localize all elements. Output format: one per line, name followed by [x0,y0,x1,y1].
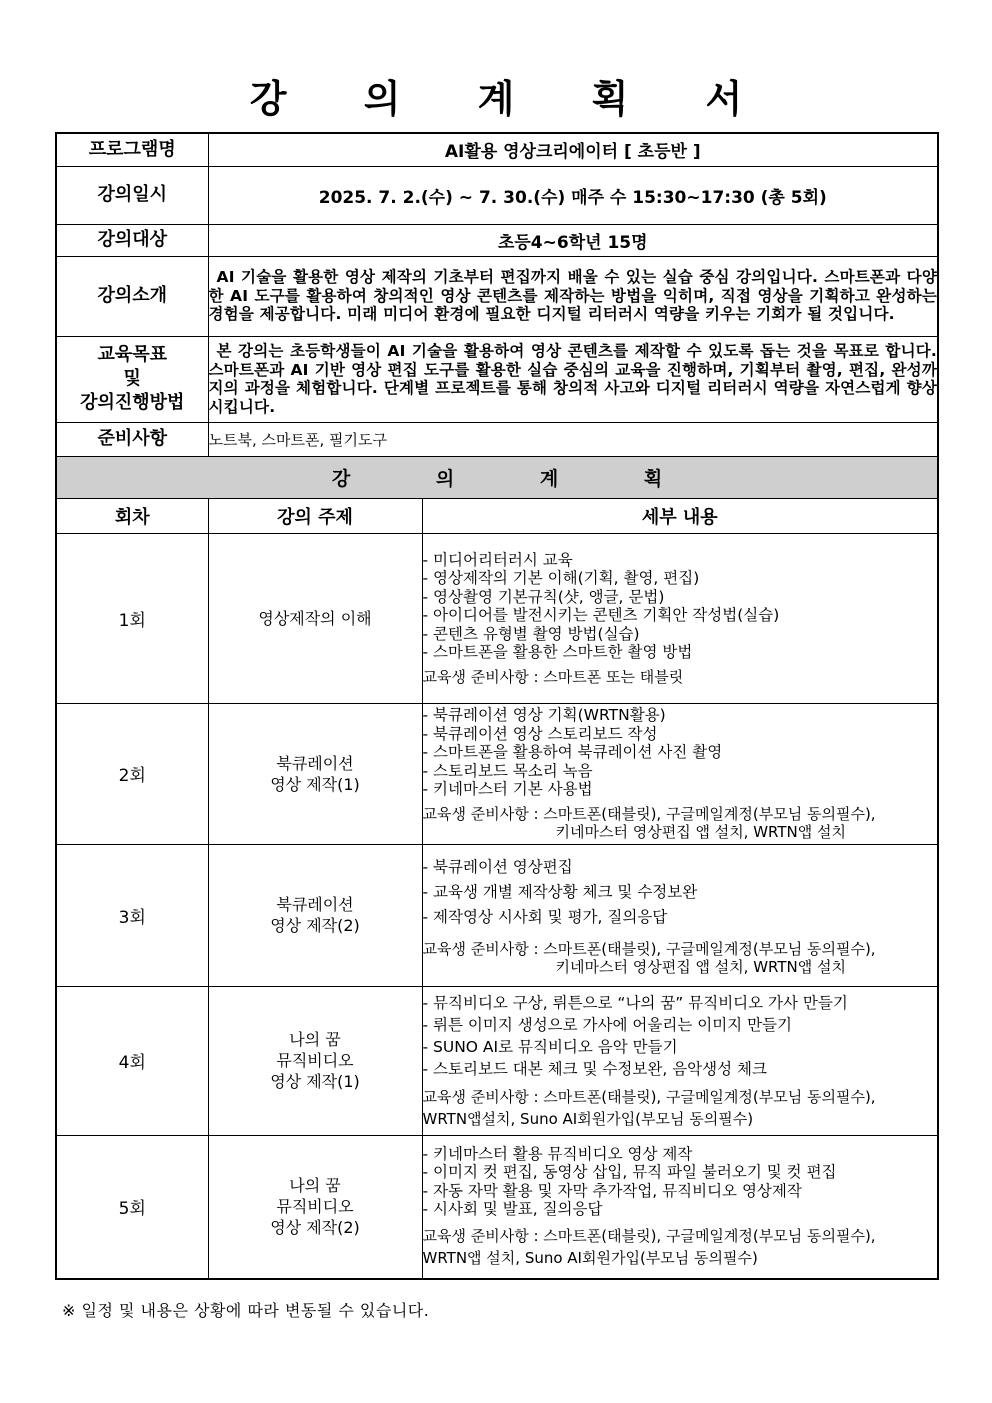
session-topic [208,533,422,703]
topic-header: 강의 주제 [208,498,422,533]
banner-char: 계 [539,467,559,490]
session-header: 회차 [56,498,208,533]
banner-char: 획 [643,467,663,490]
session-detail [422,986,938,1135]
prep-value: 노트북, 스마트폰, 필기도구 [208,422,938,456]
goal-label-line-1: 교육목표 [97,344,168,365]
target-row [56,224,938,256]
intro-row [56,256,938,336]
target-label: 강의대상 [56,224,208,256]
session-row [56,986,938,1135]
session-number: 5회 [56,1135,208,1279]
detail-item: - 시사회 및 발표, 질의응답 [422,1200,603,1219]
detail-item: - 제작영상 시사회 및 평가, 질의응답 [422,907,668,926]
detail-item: - 영상제작의 기본 이해(기획, 촬영, 편집) [422,569,700,587]
detail-item: - 뮤직비디오 구상, 뤼튼으로 “나의 꿈” 뮤직비디오 가사 만들기 [422,993,848,1012]
banner-char: 의 [435,467,455,490]
detail-item: - 스마트폰을 활용하여 북큐레이션 사진 촬영 [422,743,723,762]
topic-line: 영상 제작(2) [270,1218,360,1238]
prep-row [56,422,938,456]
detail-item: - 북큐레이션 영상 스토리보드 작성 [422,724,658,743]
page-title: 강 의 계 획 서 [249,76,775,121]
date-value: 2025. 7. 2.(수) ~ 7. 30.(수) 매주 수 15:30~17:30 (총 5회) [208,166,938,224]
session-topic [208,1135,422,1279]
session-detail [422,844,938,986]
prep-line: WRTN앱 설치, Suno AI회원가입(부모님 동의필수) [422,1248,758,1267]
detail-item: - 이미지 컷 편집, 동영상 삽입, 뮤직 파일 불러오기 및 컷 편집 [422,1163,837,1182]
detail-item: - 키네마스터 기본 사용법 [422,780,593,799]
detail-item: - 자동 자막 활용 및 자막 추가작업, 뮤직비디오 영상제작 [422,1181,802,1200]
program-row [56,133,938,166]
session-topic [208,844,422,986]
topic-line: 영상 제작(1) [270,774,360,794]
program-label: 프로그램명 [56,133,208,166]
goal-label [56,336,208,422]
topic-line: 나의 꿈 [289,1030,341,1049]
session-prep [423,668,938,686]
prep-line: 교육생 준비사항 : 스마트폰(태블릿), 구글메일계정(부모님 동의필수), [422,804,876,823]
session-number: 1회 [56,533,208,703]
prep-line: 키네마스터 영상편집 앱 설치, WRTN앱 설치 [555,822,847,841]
plan-header-row [56,498,938,533]
session-number: 4회 [56,986,208,1135]
session-topic [208,703,422,844]
topic-line: 뮤직비디오 [276,1197,354,1217]
topic-line: 나의 꿈 [289,1176,341,1196]
topic-line: 영상 제작(1) [270,1072,360,1091]
goal-label-line-3: 강의진행방법 [80,392,185,413]
topic-line: 뮤직비디오 [276,1051,354,1070]
plan-banner-row [56,456,938,498]
detail-item: - 교육생 개별 제작상황 체크 및 수정보완 [422,882,698,901]
program-value: AI활용 영상크리에이터 [ 초등반 ] [208,133,938,166]
detail-header: 세부 내용 [422,498,938,533]
detail-item: - 스마트폰을 활용한 스마트한 촬영 방법 [422,643,693,661]
prep-line: 교육생 준비사항 : 스마트폰 또는 태블릿 [422,667,684,686]
session-prep [423,1086,938,1130]
detail-item: - SUNO AI로 뮤직비디오 음악 만들기 [422,1037,678,1056]
topic-line: 영상 제작(2) [270,916,360,935]
goal-label-line-2: 및 [123,368,141,389]
detail-item: - 미디어리터러시 교육 [422,550,573,569]
prep-line: 키네마스터 영상편집 앱 설치, WRTN앱 설치 [555,957,847,976]
topic-line: 영상제작의 이해 [258,608,372,628]
detail-item: - 스토리보드 대본 체크 및 수정보완, 음악생성 체크 [422,1059,767,1078]
goal-value: 본 강의는 초등학생들이 AI 기술을 활용하여 영상 콘텐츠를 제작할 수 있도록 돕는 것을 목표로 합니다. 스마트폰과 AI 기반 영상 편집 도구를 활용한 실습 중심의 교육을 진행하며, 기획부터 촬영, 편집, 완성까지의 과정을 체험합니다. 단계별 프로젝트를 통해 창의적 사고와 디지털 리터러시 역량을 자연스럽게 향상시킵니다. [208,336,938,422]
date-row [56,166,938,224]
detail-item: - 뤼튼 이미지 생성으로 가사에 어울리는 이미지 만들기 [422,1015,792,1034]
plan-banner [56,456,938,498]
session-detail [422,1135,938,1279]
detail-item: - 북큐레이션 영상편집 [422,857,573,876]
session-prep [423,940,938,976]
session-number: 2회 [56,703,208,844]
detail-item: - 콘텐츠 유형별 촬영 방법(실습) [422,624,640,643]
detail-item: - 아이디어를 발전시키는 콘텐츠 기획안 작성법(실습) [422,606,780,624]
session-prep [423,1225,938,1269]
intro-label: 강의소개 [56,256,208,336]
session-prep [423,805,938,841]
prep-line: 교육생 준비사항 : 스마트폰(태블릿), 구글메일계정(부모님 동의필수), [422,1087,876,1106]
topic-line: 북큐레이션 [276,753,354,773]
prep-line: 교육생 준비사항 : 스마트폰(태블릿), 구글메일계정(부모님 동의필수), [422,1226,876,1245]
session-number: 3회 [56,844,208,986]
detail-item: - 북큐레이션 영상 기획(WRTN활용) [422,706,666,725]
session-detail [422,533,938,703]
lecture-plan-table [55,132,939,1280]
date-label: 강의일시 [56,166,208,224]
goal-row [56,336,938,422]
detail-item: - 키네마스터 활용 뮤직비디오 영상 제작 [422,1144,693,1163]
topic-line: 북큐레이션 [276,895,354,914]
prep-line: WRTN앱설치, Suno AI회원가입(부모님 동의필수) [422,1109,754,1128]
detail-item: - 영상촬영 기본규칙(샷, 앵글, 문법) [422,587,665,606]
session-detail [422,703,938,844]
session-row [56,533,938,703]
target-value: 초등4~6학년 15명 [208,224,938,256]
banner-char: 강 [331,467,351,490]
intro-value: AI 기술을 활용한 영상 제작의 기초부터 편집까지 배울 수 있는 실습 중심 강의입니다. 스마트폰과 다양한 AI 도구를 활용하여 창의적인 영상 콘텐츠를 제작하는 방법을 익히며, 직접 영상을 기획하고 완성하는 경험을 제공합니다. 미래 미디어 환경에 필요한 디지털 리터러시 역량을 키우는 기회가 될 것입니다. [208,256,938,336]
session-row [56,703,938,844]
prep-label: 준비사항 [56,422,208,456]
session-row [56,844,938,986]
prep-line: 교육생 준비사항 : 스마트폰(태블릿), 구글메일계정(부모님 동의필수), [422,939,876,958]
session-topic [208,986,422,1135]
footnote: ※ 일정 및 내용은 상황에 따라 변동될 수 있습니다. [62,1301,430,1320]
session-row [56,1135,938,1279]
detail-item: - 스토리보드 목소리 녹음 [422,761,593,780]
